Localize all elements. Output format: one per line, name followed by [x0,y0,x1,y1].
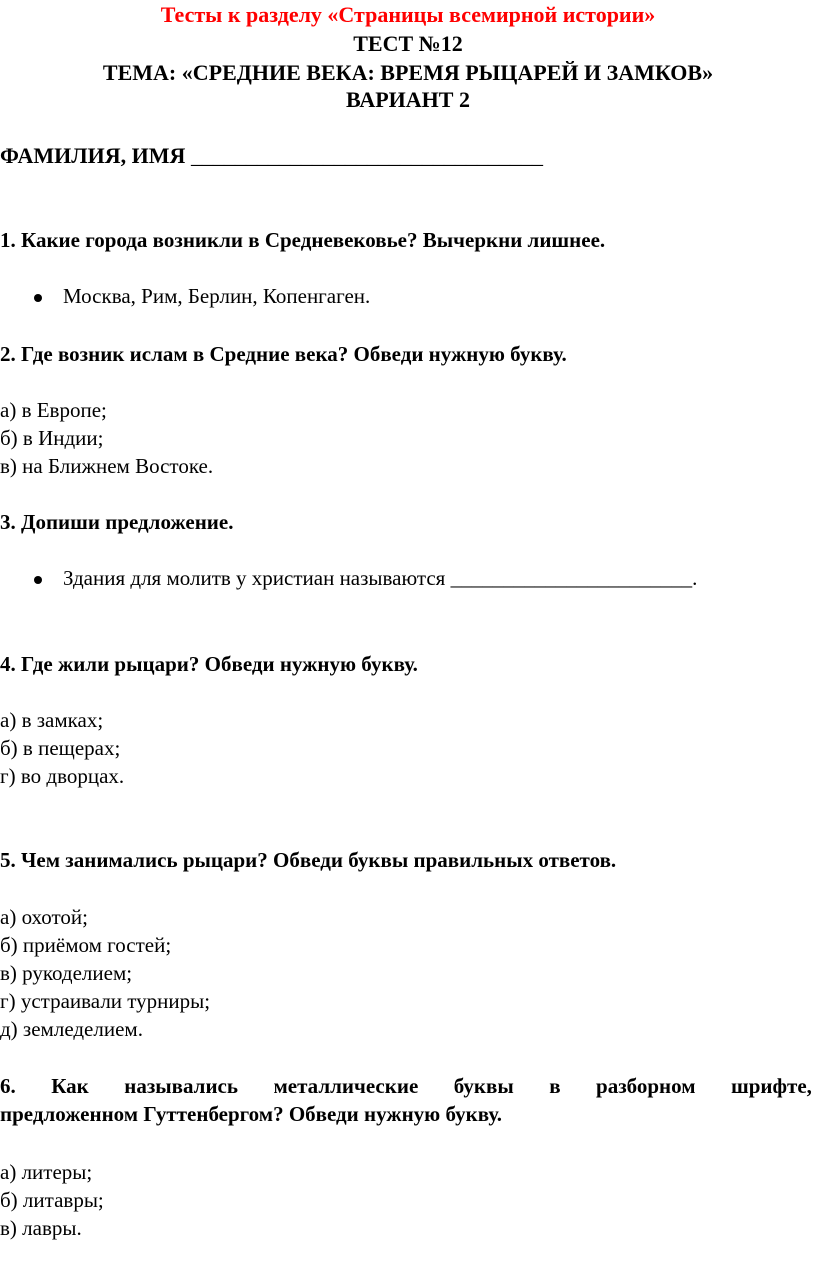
question-3-text: 3. Допиши предложение. [0,510,234,534]
question-6-text-line-1 [0,1074,812,1099]
question-4-option[interactable]: г) во дворцах. [0,764,125,788]
question-5-option[interactable]: г) устраивали турниры; [0,989,211,1013]
question-6-option[interactable]: а) литеры; [0,1160,93,1184]
question-4-option[interactable]: а) в замках; [0,708,104,732]
question-5-text: 5. Чем занимались рыцари? Обведи буквы правильных ответов. [0,848,617,872]
question-1-text: 1. Какие города возникли в Средневековье? Вычеркни лишнее. [0,228,606,252]
topic-title: ТЕМА: «СРЕДНИЕ ВЕКА: ВРЕМЯ РЫЦАРЕЙ И ЗАМКОВ» [102,60,714,85]
question-6-text-line-2: предложенном Гуттенбергом? Обведи нужную букву. [0,1102,503,1126]
question-6-word: назывались [124,1074,238,1098]
question-4-option[interactable]: б) в пещерах; [0,736,121,760]
question-6-word: разборном [596,1074,696,1098]
variant-title: ВАРИАНТ 2 [346,87,470,112]
question-5-option[interactable]: д) земледелием. [0,1017,143,1041]
name-field-blank[interactable]: ________________________________ [190,143,543,168]
question-1-bullet-text: Москва, Рим, Берлин, Копенгаген. [63,284,371,308]
question-2-option[interactable]: б) в Индии; [0,426,104,450]
test-number: ТЕСТ №12 [353,31,463,56]
name-field-label: ФАМИЛИЯ, ИМЯ [0,143,186,168]
question-6-word: буквы [453,1074,514,1098]
question-6-option[interactable]: в) лавры. [0,1216,82,1240]
question-6-word: шрифте, [731,1074,812,1098]
bullet-icon [34,294,42,302]
question-6-option[interactable]: б) литавры; [0,1188,104,1212]
question-2-option[interactable]: а) в Европе; [0,398,107,422]
question-5-option[interactable]: в) рукоделием; [0,961,133,985]
section-title: Тесты к разделу «Страницы всемирной истории» [160,2,656,27]
question-6-word: Как [51,1074,89,1098]
question-2-option[interactable]: в) на Ближнем Востоке. [0,454,214,478]
question-6-word: 6. [0,1074,16,1098]
question-5-option[interactable]: а) охотой; [0,905,88,929]
question-3-bullet-text[interactable]: Здания для молитв у христиан называются _______________________. [63,566,698,590]
bullet-icon [34,576,42,584]
name-field[interactable] [0,143,543,169]
question-4-text: 4. Где жили рыцари? Обведи нужную букву. [0,652,418,676]
question-2-text: 2. Где возник ислам в Средние века? Обведи нужную букву. [0,342,567,366]
question-6-word: металлические [273,1074,419,1098]
question-6-word: в [549,1074,561,1098]
question-5-option[interactable]: б) приёмом гостей; [0,933,172,957]
